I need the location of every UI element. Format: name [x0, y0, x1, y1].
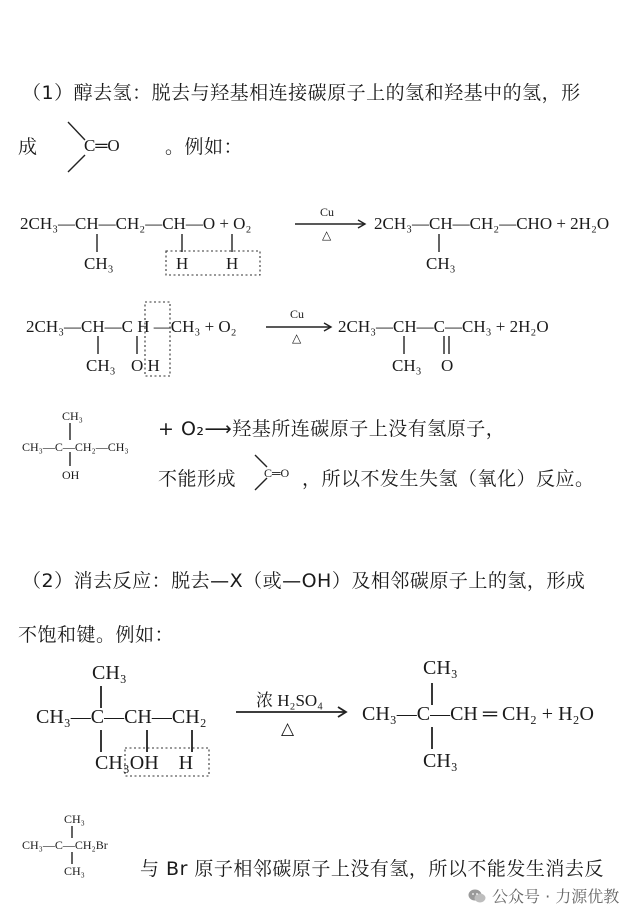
eq1-reactant-branch: CH₃: [84, 254, 114, 273]
eq3-text2-suffix: ，所以不发生失氢（氧化）反应。: [302, 468, 595, 490]
eq1-product-branch: CH₃: [426, 254, 456, 273]
eq4-condition-bottom: △: [281, 719, 295, 738]
section1-heading: （1）醇去氢：脱去与羟基相连接碳原子上的氢和羟基中的氢，形: [22, 82, 581, 104]
eq1-hydrogen-1: H: [176, 254, 189, 273]
eq1-reactant: 2CH₃—CH—CH₂—CH—O + O₂: [20, 214, 252, 233]
section1-line2-suffix: 。例如：: [165, 136, 244, 158]
eq3-text1: + O₂⟶羟基所连碳原子上没有氢原子，: [158, 418, 506, 440]
eq3-text2-prefix: 不能形成: [158, 468, 237, 490]
eq3-struct-mid: CH₃—C—CH₂—CH₃: [22, 440, 129, 454]
eq4-reactant-mid: CH₃—C—CH—CH₂: [36, 706, 207, 728]
eq2-reactant-branch: CH₃: [86, 356, 116, 375]
wechat-icon: [468, 888, 486, 904]
eq4-product-mid: CH₃—C—CH ═ CH₂ + H₂O: [362, 703, 594, 725]
eq4-reactant-top: CH₃: [92, 662, 127, 684]
eq1-product: 2CH₃—CH—CH₂—CHO + 2H₂O: [374, 214, 610, 233]
carbonyl-group: C═O: [84, 136, 120, 155]
eq5-struct-mid: CH₃—C—CH₂Br: [22, 838, 108, 852]
eq4-condition-top: 浓 H₂SO₄: [256, 691, 324, 710]
watermark-text: 公众号 · 力源优教: [492, 887, 620, 906]
eq3-struct-top: CH₃: [62, 409, 83, 423]
eq1-heat-condition: △: [322, 228, 332, 242]
eq2-product-branch: CH₃: [392, 356, 422, 375]
section2-line2: 不饱和键。例如：: [18, 624, 175, 646]
section1-line2-prefix: 成: [18, 136, 38, 158]
eq2-catalyst: Cu: [290, 307, 305, 321]
eq2-reactant: 2CH₃—CH—C H —CH₃ + O₂: [26, 317, 237, 336]
eq4-product-top: CH₃: [423, 657, 458, 679]
eq2-product-oxygen: O: [441, 356, 454, 375]
eq2-product: 2CH₃—CH—C—CH₃ + 2H₂O: [338, 317, 549, 336]
eq2-hydroxyl: O H: [131, 356, 160, 375]
section2-heading: （2）消去反应：脱去—X（或—OH）及相邻碳原子上的氢，形成: [22, 570, 586, 592]
eq4-product-bottom: CH₃: [423, 750, 458, 772]
eq5-text: 与 Br 原子相邻碳原子上没有氢，所以不能发生消去反: [140, 858, 604, 880]
eq2-heat-condition: △: [292, 331, 302, 345]
eq1-catalyst: Cu: [320, 205, 335, 219]
eq3-struct-bottom: OH: [62, 468, 80, 482]
eq4-reactant-bottom: CH₃OH H: [95, 752, 194, 774]
eq5-struct-bottom: CH₃: [64, 864, 85, 878]
eq1-hydrogen-2: H: [226, 254, 239, 273]
eq5-struct-top: CH₃: [64, 812, 85, 826]
watermark: [468, 884, 619, 907]
eq3-carbonyl: C═O: [264, 466, 290, 480]
